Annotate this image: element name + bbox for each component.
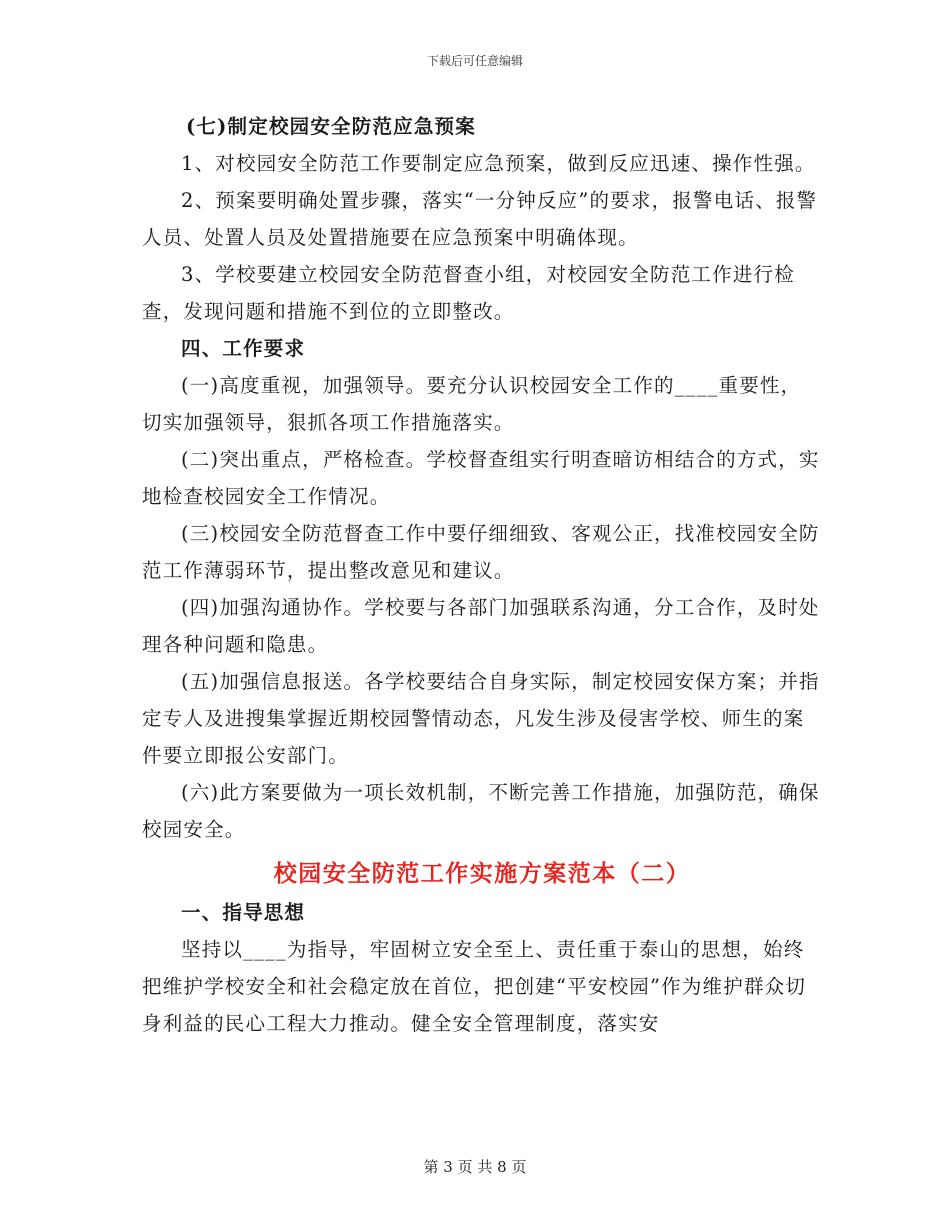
page-number-indicator: 第 3 页 共 8 页 [423,1158,527,1176]
paragraph-item-1: 1、对校园安全防范工作要制定应急预案，做到反应迅速、操作性强。 [181,152,816,175]
paragraph-requirement-2: (二)突出重点，严格检查。学校督查组实行明查暗访相结合的方式，实地检查校园安全工作情况。 [142,448,820,508]
paragraph-item-3: 3、学校要建立校园安全防范督查小组，对校园安全防范工作进行检查，发现问题和措施不到位的立即整改。 [142,263,795,323]
paragraph-requirement-6: (六)此方案要做为一项长效机制，不断完善工作措施，加强防范，确保校园安全。 [142,781,820,841]
page-header-note: 下载后可任意编辑 [426,54,523,68]
document-body [142,108,822,1042]
section-heading-guiding-ideology: 一、指导思想 [181,901,306,924]
paragraph-requirement-5: (五)加强信息报送。各学校要结合自身实际，制定校园安保方案；并指定专人及进搜集掌握近期校园警情动态，凡发生涉及侵害学校、师生的案件要立即报公安部门。 [142,670,820,767]
paragraph-requirement-1: (一)高度重视，加强领导。要充分认识校园安全工作的____重要性，切实加强领导，狠抓各项工作措施落实。 [142,374,802,434]
section-heading-work-requirements: 四、工作要求 [181,337,306,360]
paragraph-requirement-3: (三)校园安全防范督查工作中要仔细细致、客观公正，找准校园安全防范工作薄弱环节，提出整改意见和建议。 [142,522,820,582]
paragraph-item-2: 2、预案要明确处置步骤，落实“一分钟反应”的要求，报警电话、报警人员、处置人员及处置措施要在应急预案中明确体现。 [142,189,818,249]
document-2-title: 校园安全防范工作实施方案范本（二） [273,860,691,887]
paragraph-requirement-4: (四)加强沟通协作。学校要与各部门加强联系沟通，分工合作，及时处理各种问题和隐患。 [142,596,820,656]
paragraph-guiding-ideology: 坚持以____为指导，牢固树立安全至上、责任重于泰山的思想，始终把维护学校安全和社会稳定放在首位，把创建“平安校园”作为维护群众切身利益的民心工程大力推动。健全安全管理制度，落实安 [142,938,807,1035]
section-heading-emergency-plan: (七)制定校园安全防范应急预案 [186,115,476,138]
